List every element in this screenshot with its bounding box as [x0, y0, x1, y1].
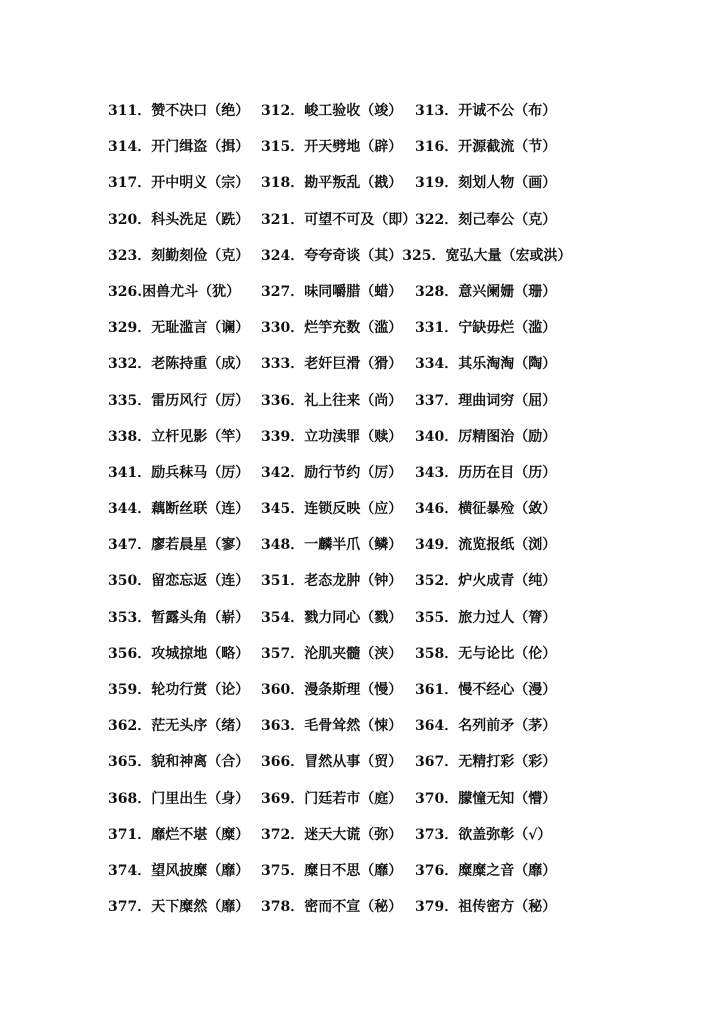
list-row [108, 570, 708, 606]
list-row [108, 534, 708, 570]
idiom-entry: 324．夸夸奇谈（其）325．宽弘大量（宏或洪） [261, 247, 572, 264]
idiom-entry: 360．漫条斯理（慢） [261, 682, 403, 698]
idiom-entry: 329．无耻滥言（谰） [108, 320, 250, 337]
idiom-entry: 320．科头洗足（跣） [108, 211, 250, 228]
idiom-entry: 319．刻划人物（画） [415, 175, 557, 192]
list-row [108, 896, 708, 932]
list-row [108, 100, 708, 136]
idiom-entry: 348．一麟半爪（鳞） [261, 537, 403, 554]
idiom-entry: 318．勘平叛乱（戡） [261, 175, 403, 192]
idiom-entry: 339．立功渎罪（赎） [261, 428, 403, 445]
idiom-entry: 375．糜日不思（靡） [261, 862, 403, 879]
idiom-entry: 373．欲盖弥彰（√） [415, 826, 552, 843]
list-row [108, 172, 708, 208]
list-row [108, 498, 708, 534]
list-row [108, 136, 708, 172]
idiom-entry: 349．流览报纸（浏） [415, 537, 557, 554]
idiom-entry: 340．厉精图治（励） [415, 428, 557, 445]
idiom-entry: 336．礼上往来（尚） [261, 392, 403, 409]
list-row [108, 426, 708, 462]
idiom-entry: 334．其乐淘淘（陶） [415, 356, 557, 373]
idiom-entry: 358．无与论比（伦） [415, 645, 557, 662]
idiom-entry: 366．冒然从事（贸） [261, 754, 403, 771]
idiom-entry: 369．门廷若市（庭） [261, 790, 403, 807]
idiom-entry: 345．连锁反映（应） [261, 501, 403, 518]
idiom-entry: 371．靡烂不堪（糜） [108, 826, 250, 843]
idiom-entry: 314．开门缉盗（揖） [108, 139, 250, 156]
list-row [108, 209, 708, 245]
idiom-entry: 350．留恋忘返（连） [108, 573, 250, 590]
list-row [108, 788, 708, 824]
idiom-entry: 374．望风披糜（靡） [108, 862, 250, 879]
idiom-entry: 337．理曲词穷（屈） [415, 392, 557, 409]
idiom-entry: 343．历历在目（历） [415, 464, 557, 481]
idiom-entry: 333．老奸巨滑（猾） [261, 356, 403, 373]
list-row [108, 245, 708, 281]
idiom-entry: 370．朦憧无知（懵） [415, 790, 557, 807]
idiom-entry: 351．老态龙肿（钟） [261, 573, 403, 590]
list-row [108, 353, 708, 389]
idiom-entry: 355．旅力过人（膂） [415, 609, 557, 626]
idiom-entry: 379．祖传密方（秘） [415, 899, 557, 916]
idiom-entry: 353．暂露头角（崭） [108, 609, 250, 626]
list-row [108, 824, 708, 860]
idiom-entry: 372．迷天大谎（弥） [261, 826, 403, 843]
idiom-entry: 335．雷历风行（厉） [108, 392, 250, 409]
idiom-entry: 365．貌和神离（合） [108, 754, 250, 771]
list-row [108, 679, 708, 715]
idiom-entry: 328．意兴阑姗（珊） [415, 283, 557, 300]
idiom-entry: 338．立杆见影（竿） [108, 428, 250, 445]
idiom-entry: 341．励兵秣马（厉） [108, 464, 250, 481]
list-row [108, 643, 708, 679]
idiom-entry: 342．励行节约（厉） [261, 464, 403, 481]
idiom-entry: 347．廖若晨星（寥） [108, 537, 250, 554]
list-row [108, 607, 708, 643]
idiom-entry: 311．赞不决口（绝） [108, 103, 250, 119]
idiom-entry: 377．天下糜然（靡） [108, 899, 250, 916]
idiom-entry: 368．门里出生（身） [108, 790, 250, 807]
idiom-entry: 344．藕断丝联（连） [108, 501, 250, 518]
idiom-entry: 364．名列前矛（茅） [415, 718, 557, 735]
idiom-entry: 323．刻勤刻俭（克） [108, 247, 250, 264]
idiom-entry: 312．峻工验收（竣） [261, 103, 403, 119]
list-row [108, 462, 708, 498]
list-row [108, 751, 708, 787]
list-row [108, 317, 708, 353]
idiom-entry: 357．沦肌夹髓（浃） [261, 645, 403, 662]
idiom-entry: 322．刻己奉公（克） [415, 211, 557, 228]
idiom-entry: 362．茫无头序（绪） [108, 718, 250, 735]
list-row [108, 390, 708, 426]
list-row [108, 860, 708, 896]
idiom-entry: 361．慢不经心（漫） [415, 682, 557, 698]
idiom-entry: 321．可望不可及（即） [261, 211, 417, 228]
idiom-entry: 356．攻城掠地（略） [108, 645, 250, 662]
idiom-entry: 352．炉火成青（纯） [415, 573, 557, 590]
idiom-entry: 326.困兽尤斗（犹） [108, 283, 241, 300]
idiom-entry: 330．烂竽充数（滥） [261, 320, 403, 337]
idiom-entry: 315．开天劈地（辟） [261, 139, 403, 156]
idiom-entry: 346．横征暴殓（敛） [415, 501, 557, 518]
list-row [108, 281, 708, 317]
idiom-entry: 354．戮力同心（戮） [261, 609, 403, 626]
list-row [108, 715, 708, 751]
idiom-correction-list [108, 100, 708, 932]
idiom-entry: 363．毛骨耸然（悚） [261, 718, 403, 735]
idiom-entry: 327．味同嚼腊（蜡） [261, 283, 403, 300]
idiom-entry: 331．宁缺毋烂（滥） [415, 320, 557, 337]
idiom-entry: 317．开中明义（宗） [108, 175, 250, 192]
idiom-entry: 378．密而不宣（秘） [261, 899, 403, 916]
idiom-entry: 332．老陈持重（成） [108, 356, 250, 373]
idiom-entry: 313．开诚不公（布） [415, 103, 557, 119]
idiom-entry: 316．开源截流（节） [415, 139, 557, 156]
idiom-entry: 376．糜糜之音（靡） [415, 862, 557, 879]
idiom-entry: 367．无精打彩（彩） [415, 754, 557, 771]
idiom-entry: 359．轮功行赏（论） [108, 682, 250, 698]
